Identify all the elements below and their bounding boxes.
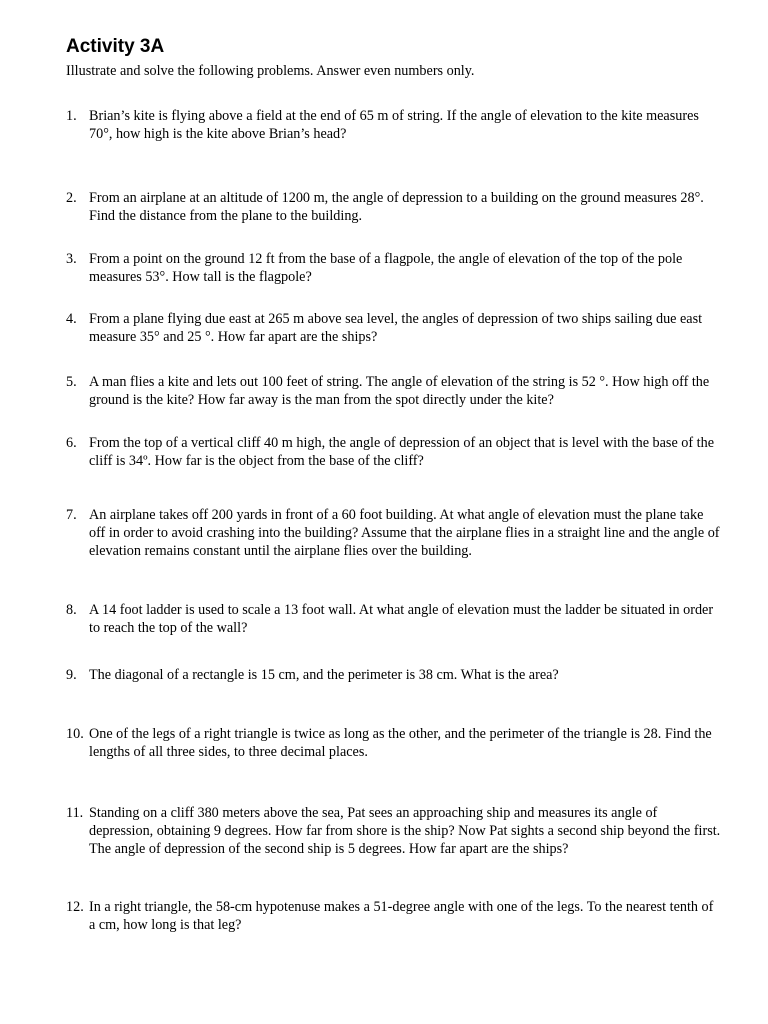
problem-text: Brian’s kite is flying above a field at the end of 65 m of string. If the angle of elevation to the kite measures 70°, how high is the kite above Brian’s head? xyxy=(89,108,699,142)
problem-item xyxy=(66,189,726,225)
problem-number: 1. xyxy=(66,108,77,124)
page-title: Activity 3A xyxy=(66,36,165,57)
problem-item xyxy=(66,310,726,346)
problem-item xyxy=(66,898,726,934)
problem-text: From an airplane at an altitude of 1200 m, the angle of depression to a building on the ground measures 28°. Find the distance from the plane to the building. xyxy=(89,190,704,224)
problem-text: The diagonal of a rectangle is 15 cm, and the perimeter is 38 cm. What is the area? xyxy=(89,667,559,683)
problem-number: 5. xyxy=(66,374,77,390)
problem-text: From a plane flying due east at 265 m above sea level, the angles of depression of two ships sailing due east measure 35° and 25 °. How far apart are the ships? xyxy=(89,311,703,345)
problem-number: 3. xyxy=(66,251,77,267)
problem-number: 4. xyxy=(66,311,77,327)
problem-number: 7. xyxy=(66,507,77,523)
problem-item xyxy=(66,601,726,637)
problem-number: 11. xyxy=(66,805,84,821)
problem-text: In a right triangle, the 58-cm hypotenuse makes a 51-degree angle with one of the legs. To the nearest tenth of a cm, how long is that leg? xyxy=(89,899,714,933)
problem-number: 10. xyxy=(66,726,84,742)
problem-text: An airplane takes off 200 yards in front of a 60 foot building. At what angle of elevation must the plane take off in order to avoid crashing into the building? Assume that the airplane flies in a straight line and the angle of elevation remains constant until the airplane flies over the building. xyxy=(89,507,720,559)
problem-item xyxy=(66,804,726,858)
problem-item xyxy=(66,506,726,560)
problem-number: 2. xyxy=(66,190,77,206)
problem-number: 9. xyxy=(66,667,77,683)
problem-number: 6. xyxy=(66,435,77,451)
problem-item xyxy=(66,250,726,286)
problem-item xyxy=(66,434,726,470)
problem-number: 12. xyxy=(66,899,84,915)
problem-item xyxy=(66,373,726,409)
problem-item xyxy=(66,107,726,143)
problem-item xyxy=(66,725,726,761)
problem-text: Standing on a cliff 380 meters above the sea, Pat sees an approaching ship and measures its angle of depression, obtaining 9 degrees. How far from shore is the ship? Now Pat sights a second ship beyond the first. The angle of depression of the second ship is 5 degrees. How far apart are the ships? xyxy=(89,805,721,857)
instructions: Illustrate and solve the following problems. Answer even numbers only. xyxy=(66,63,475,79)
problem-text: From the top of a vertical cliff 40 m high, the angle of depression of an object that is level with the base of the cliff is 34º. How far is the object from the base of the cliff? xyxy=(89,435,714,469)
problem-text: A 14 foot ladder is used to scale a 13 foot wall. At what angle of elevation must the ladder be situated in order to reach the top of the wall? xyxy=(89,602,714,636)
problem-text: From a point on the ground 12 ft from the base of a flagpole, the angle of elevation of the top of the pole measures 53°. How tall is the flagpole? xyxy=(89,251,683,285)
problem-text: A man flies a kite and lets out 100 feet of string. The angle of elevation of the string is 52 °. How high off the ground is the kite? How far away is the man from the spot directly under the kite? xyxy=(89,374,710,408)
problem-item xyxy=(66,666,726,684)
problem-number: 8. xyxy=(66,602,77,618)
problem-text: One of the legs of a right triangle is twice as long as the other, and the perimeter of the triangle is 28. Find the lengths of all three sides, to three decimal places. xyxy=(89,726,712,760)
